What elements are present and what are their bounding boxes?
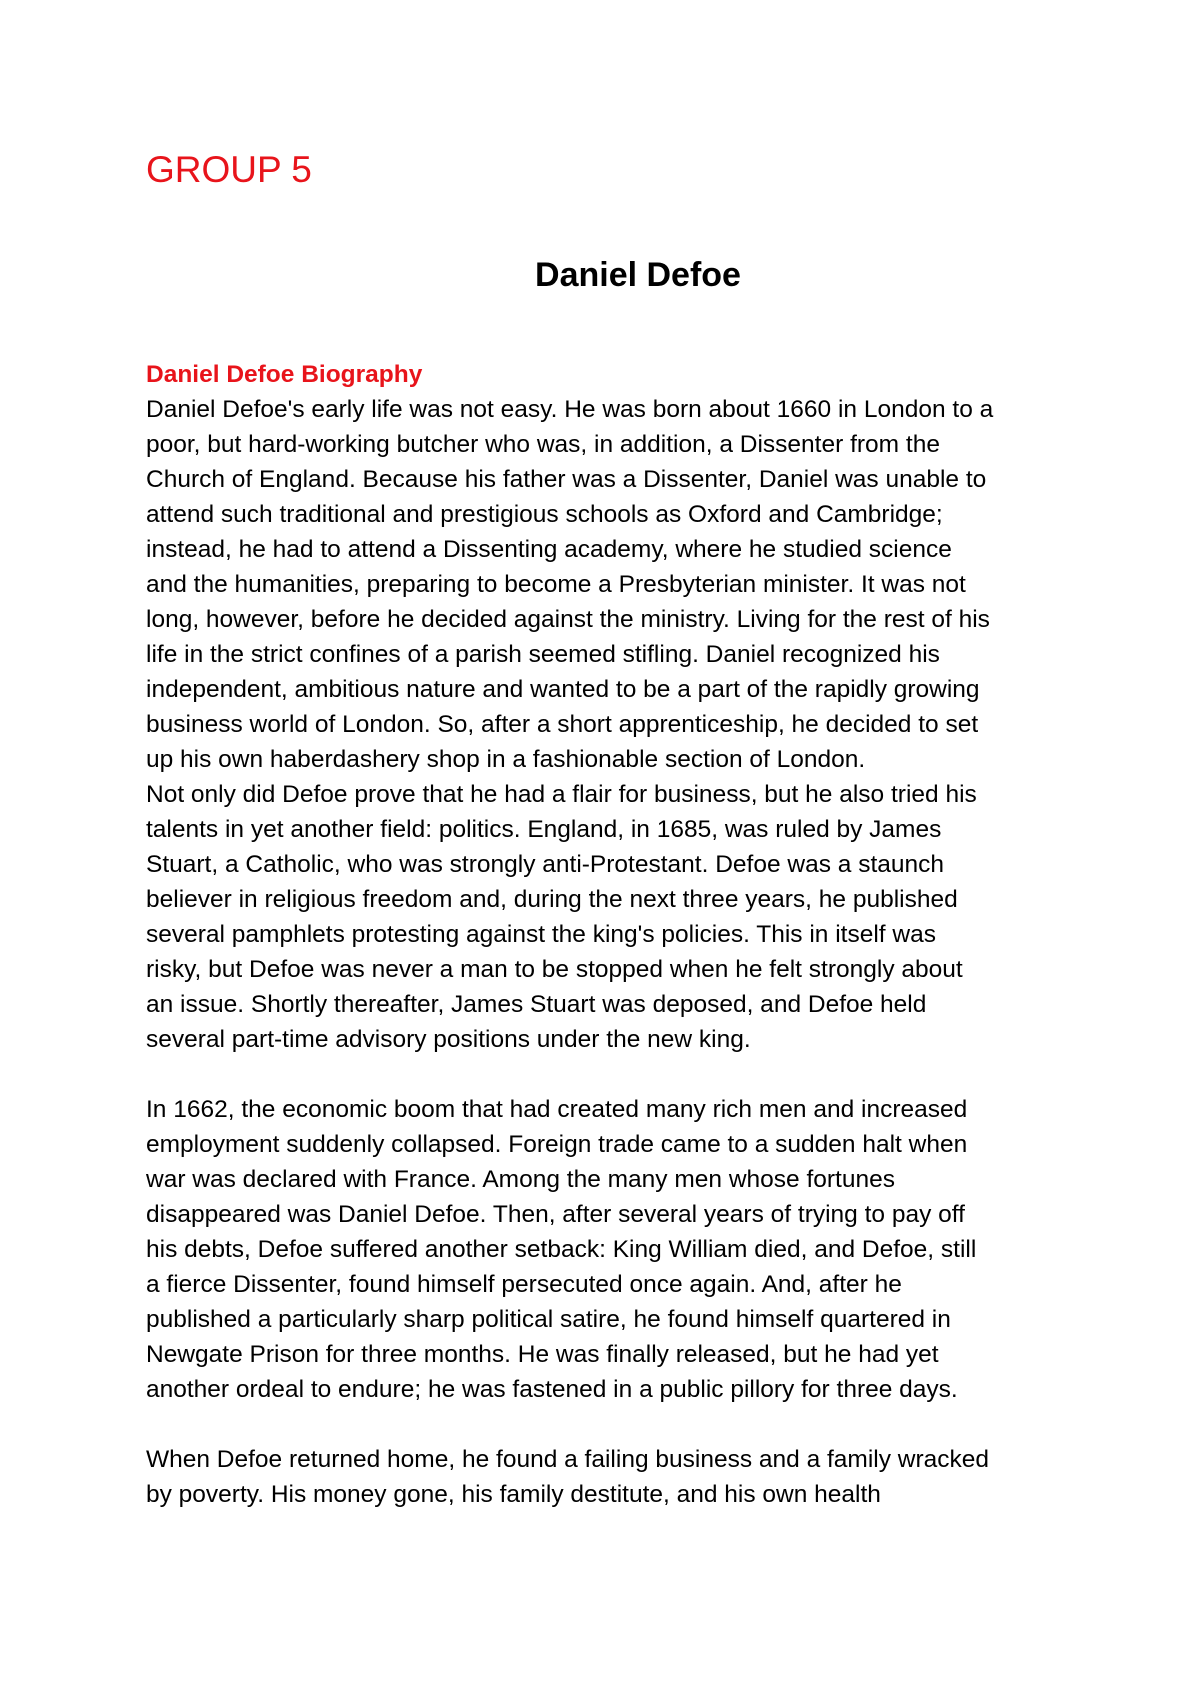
text-line: Stuart, a Catholic, who was strongly anti-Protestant. Defoe was a staunch [146,851,945,878]
text-line: independent, ambitious nature and wanted to be a part of the rapidly growing [146,676,980,703]
text-line: by poverty. His money gone, his family destitute, and his own health [146,1481,881,1508]
text-line: life in the strict confines of a parish seemed stifling. Daniel recognized his [146,641,940,668]
section-heading: Daniel Defoe Biography [146,361,423,388]
document-body [146,357,1146,1512]
text-line: Newgate Prison for three months. He was finally released, but he had yet [146,1341,939,1368]
text-line: talents in yet another field: politics. England, in 1685, was ruled by James [146,816,942,843]
text-line: When Defoe returned home, he found a failing business and a family wracked [146,1446,990,1473]
text-line: several part-time advisory positions under the new king. [146,1026,751,1053]
text-line: attend such traditional and prestigious schools as Oxford and Cambridge; [146,501,943,528]
text-line: Church of England. Because his father was a Dissenter, Daniel was unable to [146,466,987,493]
text-line: instead, he had to attend a Dissenting academy, where he studied science [146,536,952,563]
text-line: Not only did Defoe prove that he had a flair for business, but he also tried his [146,781,977,808]
text-line: an issue. Shortly thereafter, James Stuart was deposed, and Defoe held [146,991,927,1018]
text-line: and the humanities, preparing to become a Presbyterian minister. It was not [146,571,966,598]
text-line: poor, but hard-working butcher who was, in addition, a Dissenter from the [146,431,940,458]
text-line: long, however, before he decided against the ministry. Living for the rest of his [146,606,990,633]
paragraph-return-home [146,1442,1146,1512]
text-line: employment suddenly collapsed. Foreign trade came to a sudden halt when [146,1131,968,1158]
text-line: his debts, Defoe suffered another setback: King William died, and Defoe, still [146,1236,977,1263]
text-line: In 1662, the economic boom that had created many rich men and increased [146,1096,968,1123]
paragraph-spacer [146,1057,1146,1092]
group-label: GROUP 5 [146,149,312,190]
text-line: another ordeal to endure; he was fastened in a public pillory for three days. [146,1376,958,1403]
paragraph-politics [146,777,1146,1057]
paragraph-spacer [146,1407,1146,1442]
document-title: Daniel Defoe [535,256,741,294]
text-line: war was declared with France. Among the many men whose fortunes [146,1166,895,1193]
text-line: risky, but Defoe was never a man to be stopped when he felt strongly about [146,956,963,983]
text-line: believer in religious freedom and, during the next three years, he published [146,886,958,913]
text-line: Daniel Defoe's early life was not easy. He was born about 1660 in London to a [146,396,994,423]
paragraph-economic-collapse [146,1092,1146,1407]
text-line: a fierce Dissenter, found himself persecuted once again. And, after he [146,1271,902,1298]
text-line: business world of London. So, after a short apprenticeship, he decided to set [146,711,979,738]
text-line: up his own haberdashery shop in a fashionable section of London. [146,746,866,773]
text-line: published a particularly sharp political satire, he found himself quartered in [146,1306,951,1333]
text-line: disappeared was Daniel Defoe. Then, after several years of trying to pay off [146,1201,965,1228]
paragraph-early-life [146,392,1146,777]
text-line: several pamphlets protesting against the king's policies. This in itself was [146,921,936,948]
